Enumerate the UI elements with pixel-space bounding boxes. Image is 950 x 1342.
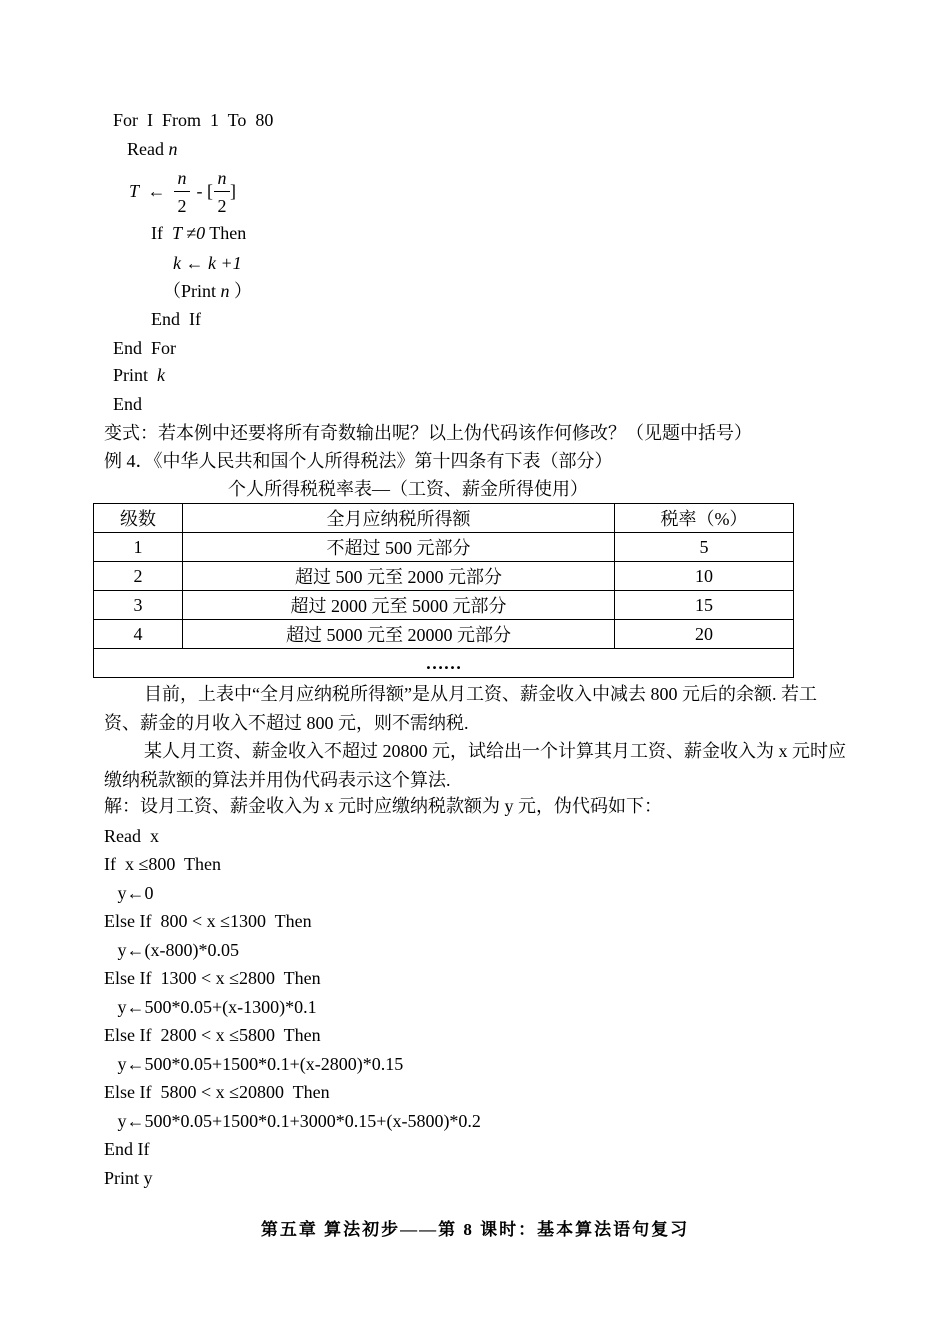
if-keyword: If: [151, 223, 172, 243]
code-line: y←(x-800)*0.05: [104, 940, 239, 960]
header-income: 全月应纳税所得额: [183, 504, 615, 533]
code-k-assign: k ← k +1: [173, 253, 242, 273]
header-rate: 税率（%）: [615, 504, 794, 533]
code-line: Else If 2800 < x ≤5800 Then: [104, 1025, 321, 1045]
code-read-line: [127, 138, 177, 160]
fraction2-bar: [214, 191, 230, 192]
header-level: 级数: [94, 504, 183, 533]
table-cell: 2: [94, 562, 183, 591]
read-variable: n: [168, 139, 178, 159]
table-row: [94, 620, 794, 649]
table-cell: 3: [94, 591, 183, 620]
table-row: [94, 533, 794, 562]
table-cell: 15: [615, 591, 794, 620]
print-paren-var: n: [220, 281, 230, 301]
table-row: [94, 591, 794, 620]
assign-arrow: ←: [143, 181, 170, 201]
if-condition: T ≠0: [172, 223, 206, 243]
fraction-denominator: 2: [177, 196, 187, 216]
code-print-paren: [163, 280, 252, 302]
read-keyword: Read: [127, 139, 169, 159]
page-footer: 第五章 算法初步——第 8 课时：基本算法语句复习: [260, 1220, 690, 1239]
then-keyword: Then: [205, 223, 247, 243]
table-ellipsis: ……: [94, 649, 794, 678]
tax-rate-table: [93, 503, 794, 678]
code-line: y←500*0.05+1500*0.1+(x-2800)*0.15: [104, 1054, 404, 1074]
code-line: Print y: [104, 1168, 153, 1188]
table-cell: 不超过 500 元部分: [183, 533, 615, 562]
table-cell: 5: [615, 533, 794, 562]
print-keyword: Print: [113, 365, 158, 385]
table-row: [94, 562, 794, 591]
print-paren-open: （Print: [163, 281, 221, 301]
code-line: Else If 5800 < x ≤20800 Then: [104, 1082, 330, 1102]
code-for-line: For I From 1 To 80: [113, 110, 274, 130]
code-line: Else If 800 < x ≤1300 Then: [104, 911, 312, 931]
code-end: End: [113, 394, 142, 414]
code-line: End If: [104, 1139, 150, 1159]
table-cell: 10: [615, 562, 794, 591]
print-paren-close: ）: [229, 281, 253, 301]
fraction2-denominator: 2: [217, 196, 227, 216]
t-variable: T: [129, 181, 140, 201]
table-cell: 4: [94, 620, 183, 649]
code-line: If x ≤800 Then: [104, 854, 222, 874]
example-4-heading: 例 4．《中华人民共和国个人所得税法》第十四条有下表（部分）: [104, 451, 613, 471]
solution-intro: 解：设月工资、薪金收入为 x 元时应缴纳税款额为 y 元，伪代码如下：: [104, 796, 662, 816]
fraction2-numerator: n: [217, 168, 227, 188]
table-ellipsis-row: [94, 649, 794, 678]
table-cell: 超过 5000 元至 20000 元部分: [183, 620, 615, 649]
code-line: y←500*0.05+1500*0.1+3000*0.15+(x-5800)*0.2: [104, 1111, 481, 1131]
print-variable: k: [157, 365, 166, 385]
code-if-line: [151, 222, 246, 244]
code-line: Read x: [104, 826, 159, 846]
code-end-if: End If: [151, 309, 201, 329]
table-cell: 1: [94, 533, 183, 562]
table-title: 个人所得税税率表—（工资、薪金所得使用）: [228, 479, 588, 499]
table-cell: 超过 2000 元至 5000 元部分: [183, 591, 615, 620]
minus-bracket: - [: [192, 181, 213, 201]
code-line: y←0: [104, 883, 154, 903]
close-bracket: ]: [230, 181, 236, 201]
code-print-line: [113, 364, 165, 386]
code-end-for: End For: [113, 338, 176, 358]
table-header-row: [94, 504, 794, 533]
table-cell: 20: [615, 620, 794, 649]
fraction-bar: [174, 191, 190, 192]
table-cell: 超过 500 元至 2000 元部分: [183, 562, 615, 591]
paragraph-2: 某人月工资、薪金收入不超过 20800 元，试给出一个计算其月工资、薪金收入为 x 元时应缴纳税款额的算法并用伪代码表示这个算法.: [104, 741, 846, 790]
variant-question: 变式：若本例中还要将所有奇数输出呢？以上伪代码该作何修改？（见题中括号）: [104, 423, 752, 443]
fraction-numerator: n: [177, 168, 187, 188]
paragraph-1: 目前，上表中“全月应纳税所得额”是从月工资、薪金收入中减去 800 元后的余额. 若工资、薪金的月收入不超过 800 元，则不需纳税.: [104, 684, 817, 733]
code-line: y←500*0.05+(x-1300)*0.1: [104, 997, 317, 1017]
code-line: Else If 1300 < x ≤2800 Then: [104, 968, 321, 988]
